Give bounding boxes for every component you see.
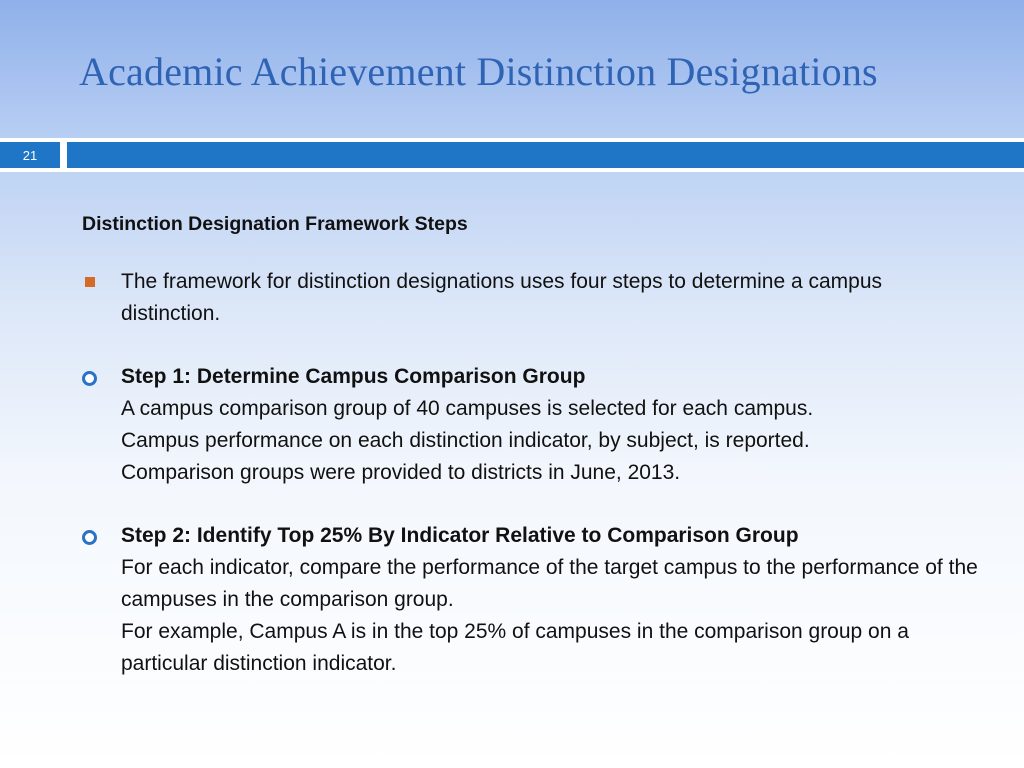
step-2-bullet [82,520,982,680]
step-2-heading: Step 2: Identify Top 25% By Indicator Relative to Comparison Group [121,524,799,547]
square-bullet-icon [85,277,95,287]
intro-bullet-text: The framework for distinction designations uses four steps to determine a campus distinction. [121,270,883,325]
step-1-line: A campus comparison group of 40 campuses is selected for each campus. [121,397,814,420]
step-1-line: Comparison groups were provided to districts in June, 2013. [121,461,681,484]
section-subheading: Distinction Designation Framework Steps [82,213,468,235]
step-1-bullet [82,361,982,489]
step-2-line: For example, Campus A is in the top 25% of campuses in the comparison group on a particular distinction indicator. [121,620,909,675]
slide-title: Academic Achievement Distinction Designations [79,49,878,94]
intro-bullet [82,266,982,330]
step-1-line: Campus performance on each distinction indicator, by subject, is reported. [121,429,810,452]
slide-content [82,208,982,711]
circle-bullet-icon [82,371,97,386]
step-1-heading: Step 1: Determine Campus Comparison Group [121,365,586,388]
circle-bullet-icon [82,530,97,545]
divider-bar [67,142,1024,168]
step-2-line: For each indicator, compare the performance of the target campus to the performance of the campuses in the comparison group. [121,556,978,611]
slide-number: 21 [0,142,60,168]
